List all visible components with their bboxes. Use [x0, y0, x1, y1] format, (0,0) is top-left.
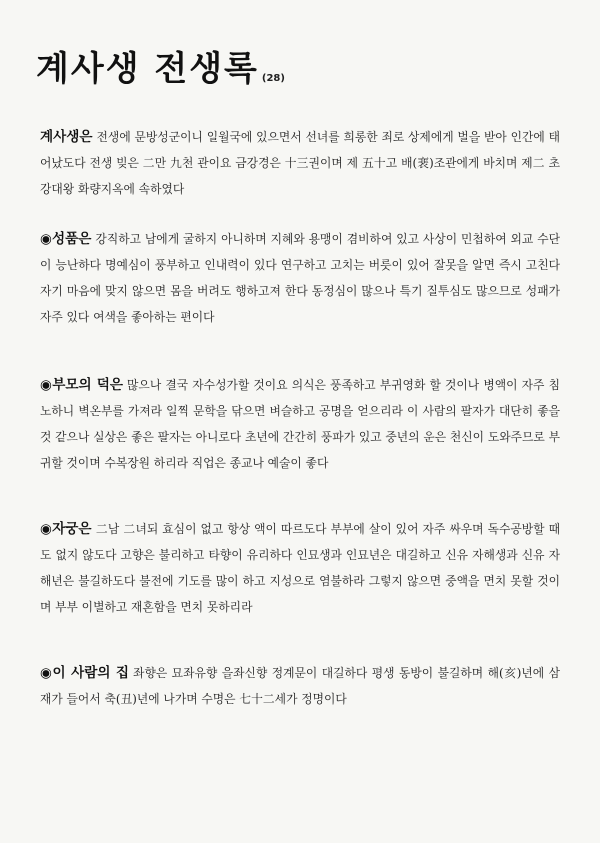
section-text: 二남 二녀되 효심이 없고 항상 액이 따르도다 부부에 살이 있어 자주 싸우며 독수공방할 때도 없지 않도다 고향은 불리하고 타향이 유리하다 인묘생과 인묘년은 대길하고 신유 자해생과 신유 자해년은 불길하도다 불전에 기도를 많이 하고 지성으로 염불하라 그렇지 않으면 중액을 면치 못할 것이며 부부 이별하고 재혼함을 면치 못하리라 — [40, 522, 560, 614]
page-title: 계사생 전생록 — [36, 49, 259, 89]
section-previous-life — [40, 124, 560, 202]
section-heading: ◉성품은 — [40, 231, 92, 247]
section-text: 좌향은 묘좌유향 을좌신향 정계문이 대길하다 평생 동방이 불길하며 해(亥)년에 삼재가 들어서 축(丑)년에 나가며 수명은 七十二세가 정명이다 — [40, 666, 561, 706]
section-personality — [40, 226, 560, 330]
section-heading: ◉부모의 덕은 — [40, 377, 124, 393]
section-heading: ◉이 사람의 집 — [40, 665, 130, 681]
section-heading: 계사생은 — [40, 129, 93, 145]
section-text: 전생에 문방성군이니 일월국에 있으면서 선녀를 희롱한 죄로 상제에게 벌을 받아 인간에 태어났도다 전생 빚은 二만 九천 관이요 금강경은 十三권이며 제 五十고 배(裵)조관에게 바치며 제二 초강대왕 화량지옥에 속하였다 — [40, 130, 560, 196]
section-house — [40, 660, 560, 712]
section-text: 많으나 결국 자수성가할 것이요 의식은 풍족하고 부귀영화 할 것이나 병액이 자주 침노하니 벽온부를 가져라 일찍 문학을 닦으면 벼슬하고 공명을 얻으리라 이 사람의 팔자가 대단히 좋을 것 같으나 실상은 좋은 팔자는 아니로다 초년에 간간히 풍파가 있고 중년의 운은 천신이 도와주므로 부귀할 것이며 수복장원 하리라 직업은 종교나 예술이 좋다 — [40, 378, 560, 470]
page-number: (28) — [261, 73, 285, 84]
title-block — [36, 49, 285, 89]
section-heading: ◉자궁은 — [40, 521, 92, 537]
section-children — [40, 516, 560, 620]
section-parents — [40, 372, 560, 476]
section-text: 강직하고 남에게 굴하지 아니하며 지혜와 용맹이 겸비하여 있고 사상이 민첩하여 외교 수단이 능난하다 명예심이 풍부하고 인내력이 있다 연구하고 고치는 버릇이 있어 잘못을 알면 즉시 고친다 자기 마음에 맞지 않으면 몸을 버려도 행하고져 한다 동정심이 많으나 특기 질투심도 많으므로 성패가 자주 있다 여색을 좋아하는 편이다 — [40, 232, 560, 324]
